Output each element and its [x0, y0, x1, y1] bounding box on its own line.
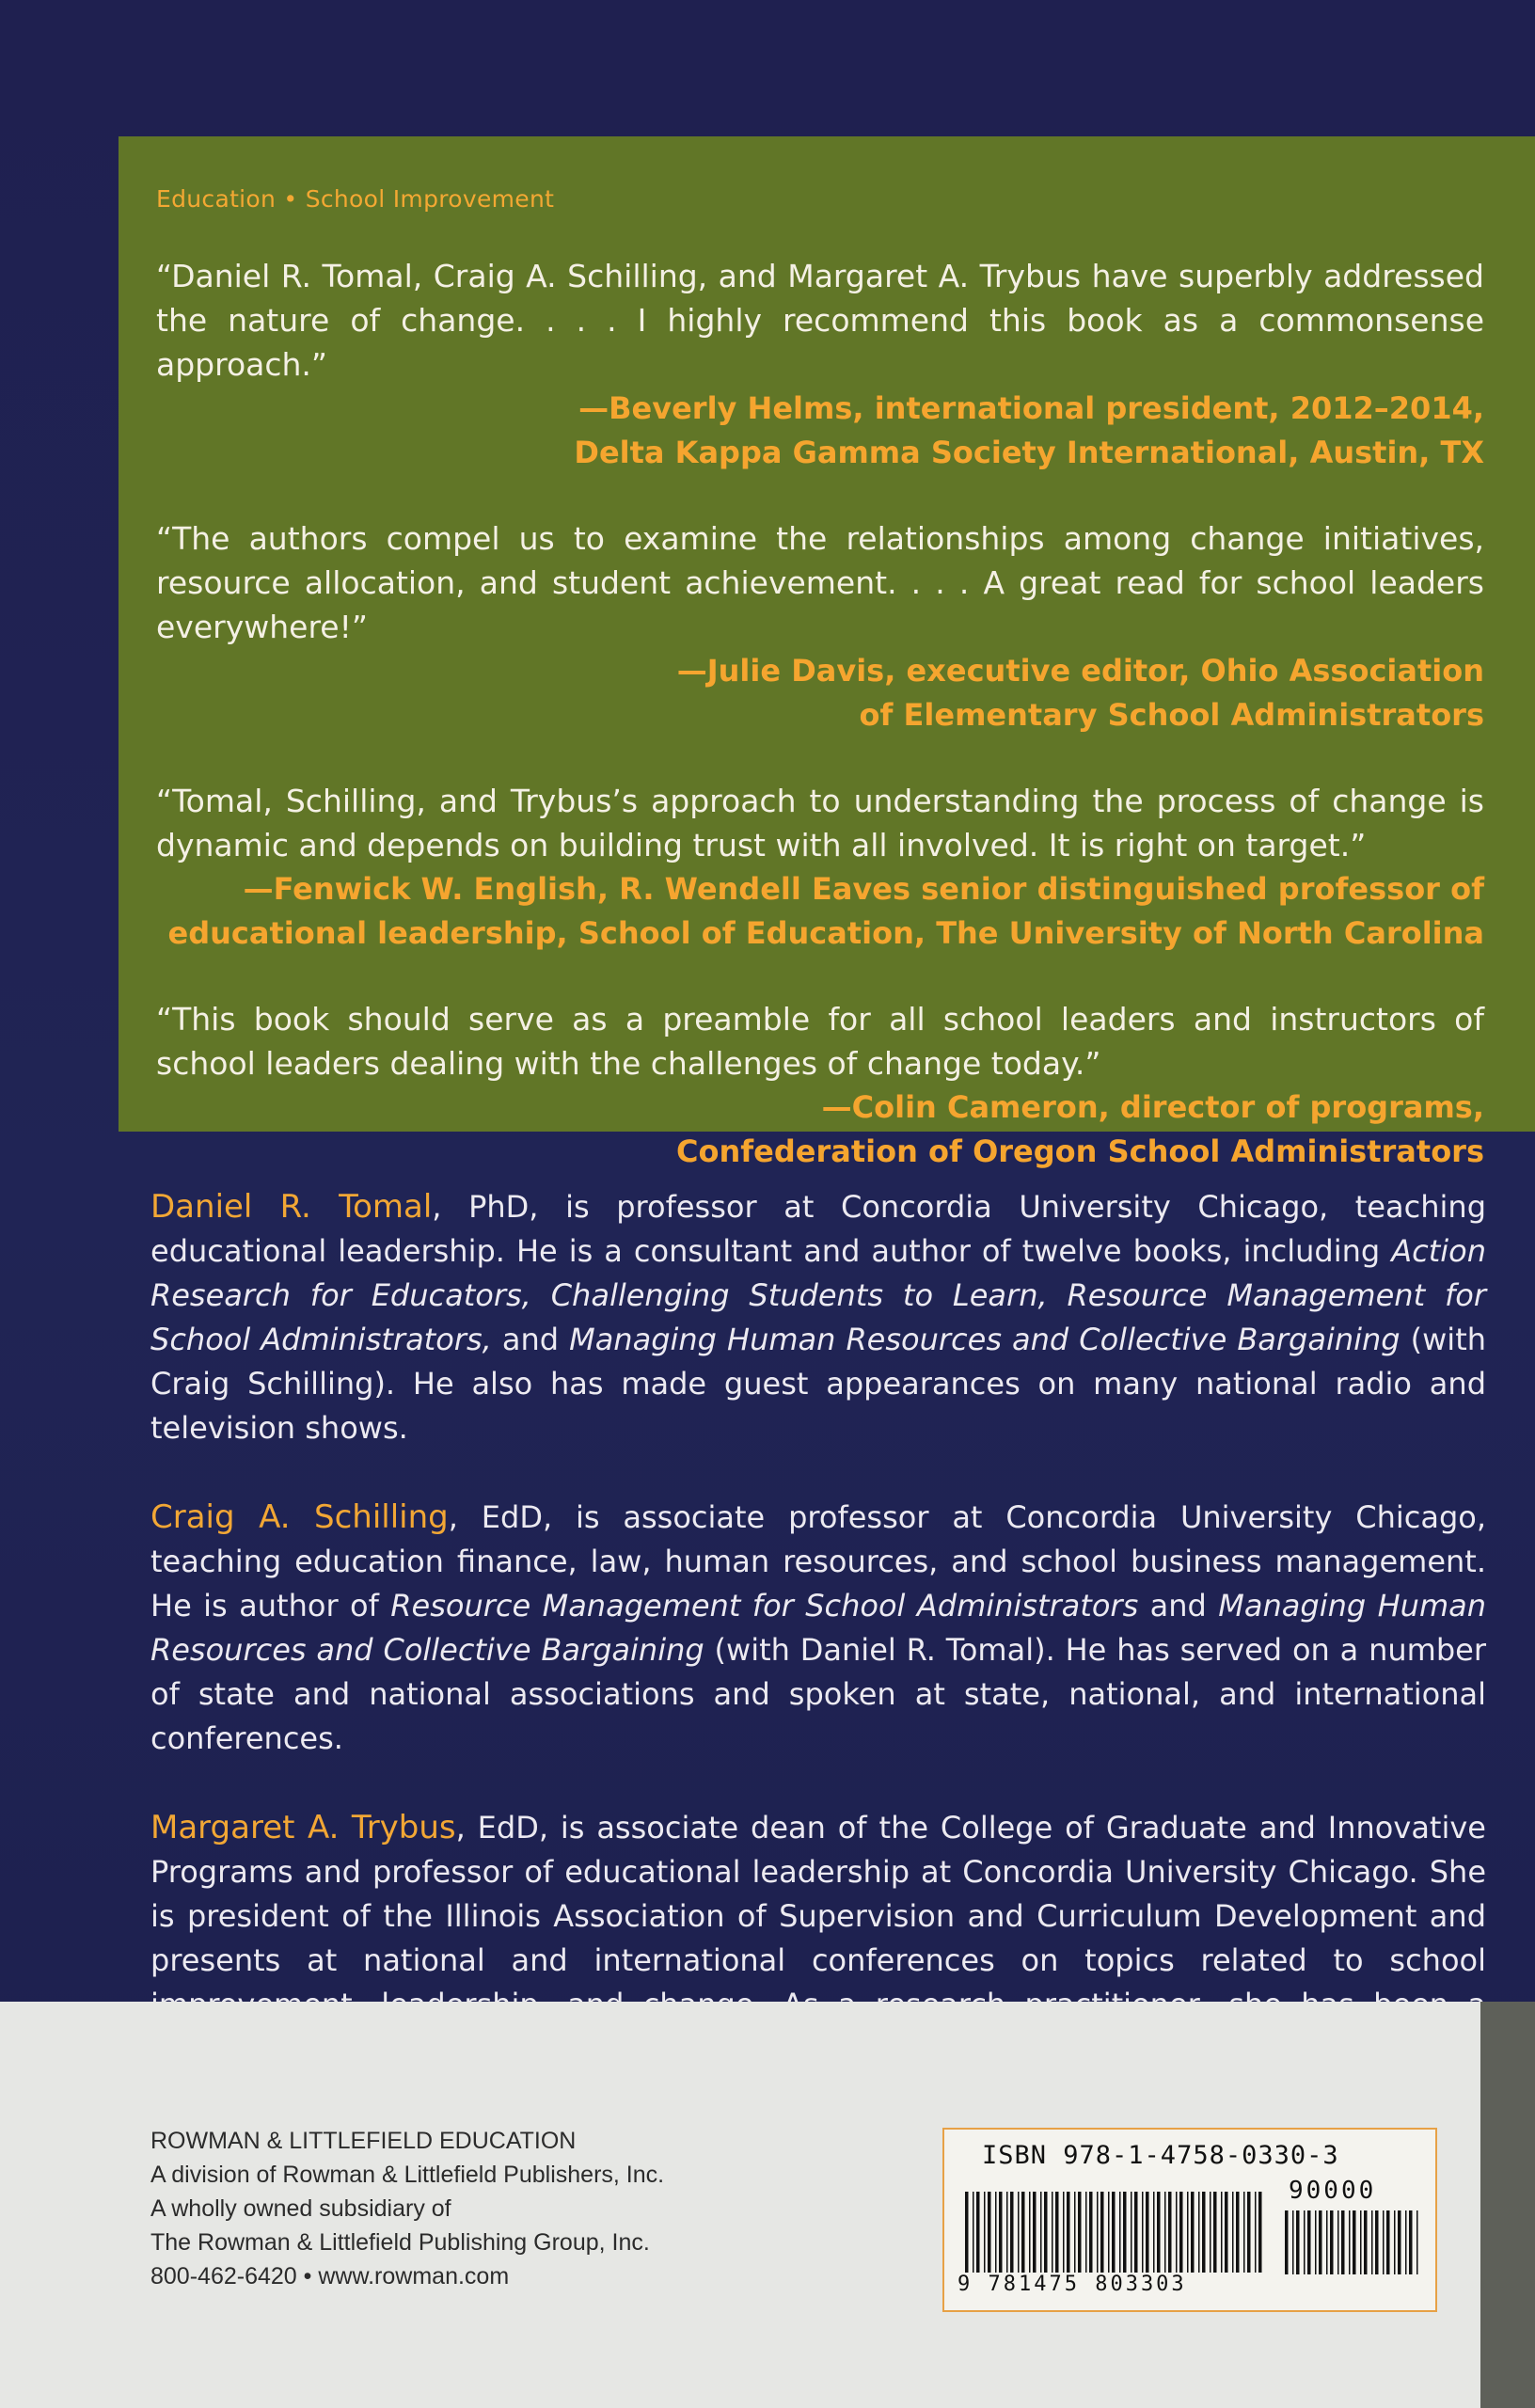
publisher-info — [150, 2124, 664, 2293]
book-title: Action Research for Educators, Challenging Students to Learn, Resource Management for School Administrators, — [150, 1233, 1486, 1357]
attribution-line: Confederation of Oregon School Administrators — [675, 1133, 1484, 1169]
author-name: Margaret A. Trybus — [150, 1809, 456, 1846]
attribution-line: Delta Kappa Gamma Society International, Austin, TX — [574, 435, 1484, 470]
bio-schilling — [150, 1496, 1486, 1761]
barcode-digits: 9 781475 803303 — [957, 2273, 1187, 2296]
blurb-attribution — [156, 387, 1484, 475]
praise-panel — [119, 136, 1535, 1169]
blurb — [156, 254, 1484, 475]
attribution-line: of Elementary School Administrators — [859, 697, 1484, 733]
publisher-division: A division of Rowman & Littlefield Publishers, Inc. — [150, 2162, 665, 2188]
attribution-line: —Julie Davis, executive editor, Ohio Association — [676, 653, 1484, 689]
attribution-line: educational leadership, School of Education, The University of North Carolina — [167, 915, 1484, 951]
publisher-subsidiary: A wholly owned subsidiary of — [150, 2195, 451, 2222]
blurb-quote: “The authors compel us to examine the relationships among change initiatives, resource allocation, and student achievement. . . . A great read for school leaders everywhere!” — [156, 520, 1484, 645]
publisher-name: ROWMAN & LITTLEFIELD EDUCATION — [150, 2128, 577, 2154]
blurb-quote: “This book should serve as a preamble for all school leaders and instructors of school leaders dealing with the challenges of change today.” — [156, 1001, 1484, 1082]
bio-text: (with Craig Schilling). He also has made guest appearances on many national radio and television shows. — [150, 1322, 1487, 1446]
book-title: Resource Management for School Administrators — [390, 1588, 1139, 1624]
blurb — [156, 516, 1484, 737]
blurb-attribution — [156, 867, 1484, 956]
publisher-group: The Rowman & Littlefield Publishing Group, Inc. — [150, 2229, 650, 2256]
book-title: Managing Human Resources and Collective Bargaining — [150, 1588, 1487, 1668]
barcode-addon-icon — [1283, 2210, 1424, 2278]
publisher-contact: 800-462-6420 • www.rowman.com — [150, 2263, 510, 2289]
edge-shadow — [1480, 2002, 1535, 2408]
bio-text: , PhD, is professor at Concordia University Chicago, teaching educational leadership. He is a consultant and author of twelve books, including — [150, 1189, 1486, 1269]
barcode-icon — [963, 2192, 1264, 2278]
barcode-box — [942, 2128, 1437, 2312]
author-name: Daniel R. Tomal — [150, 1188, 433, 1226]
price-code: 90000 — [1289, 2177, 1377, 2205]
book-title: Managing Human Resources and Collective Bargaining — [569, 1322, 1400, 1357]
isbn-text: ISBN 978-1-4758-0330-3 — [982, 2141, 1339, 2170]
blurb-quote: “Tomal, Schilling, and Trybus’s approach to understanding the process of change is dynamic and depends on building trust with all involved. It is right on target.” — [156, 783, 1484, 863]
bio-tomal — [150, 1185, 1486, 1450]
attribution-line: —Fenwick W. English, R. Wendell Eaves senior distinguished professor of — [243, 871, 1484, 907]
blurb — [156, 779, 1484, 956]
bio-text: and — [491, 1322, 570, 1357]
author-bios — [150, 1155, 1486, 2116]
blurb-attribution — [156, 649, 1484, 737]
bio-text: , EdD, is associate professor at Concordia University Chicago, teaching education finance, law, human resources, and school business management. He is author of — [150, 1499, 1487, 1624]
bio-text: , EdD, is associate dean of the College of Graduate and Innovative Programs and professor of educational leadership at Concordia University Chicago. She is president of the Illinois Association of Supervision and Curriculum Development and presents at national and international conferences on topics related to school — [150, 1810, 1486, 1978]
blurb — [156, 997, 1484, 1174]
attribution-line: —Beverly Helms, international president, 2012–2014, — [578, 390, 1484, 426]
category-label: Education • School Improvement — [156, 185, 555, 213]
bio-text: and — [1138, 1588, 1219, 1624]
attribution-line: —Colin Cameron, director of programs, — [821, 1089, 1484, 1125]
blurb-quote: “Daniel R. Tomal, Craig A. Schilling, and Margaret A. Trybus have superbly addressed the nature of change. . . . I highly recommend this book as a commonsense approach.” — [156, 258, 1484, 383]
bio-text: (with Daniel R. Tomal). He has served on a number of state and national associations and spoken at state, national, and international conferences. — [150, 1632, 1487, 1756]
author-name: Craig A. Schilling — [150, 1498, 449, 1536]
